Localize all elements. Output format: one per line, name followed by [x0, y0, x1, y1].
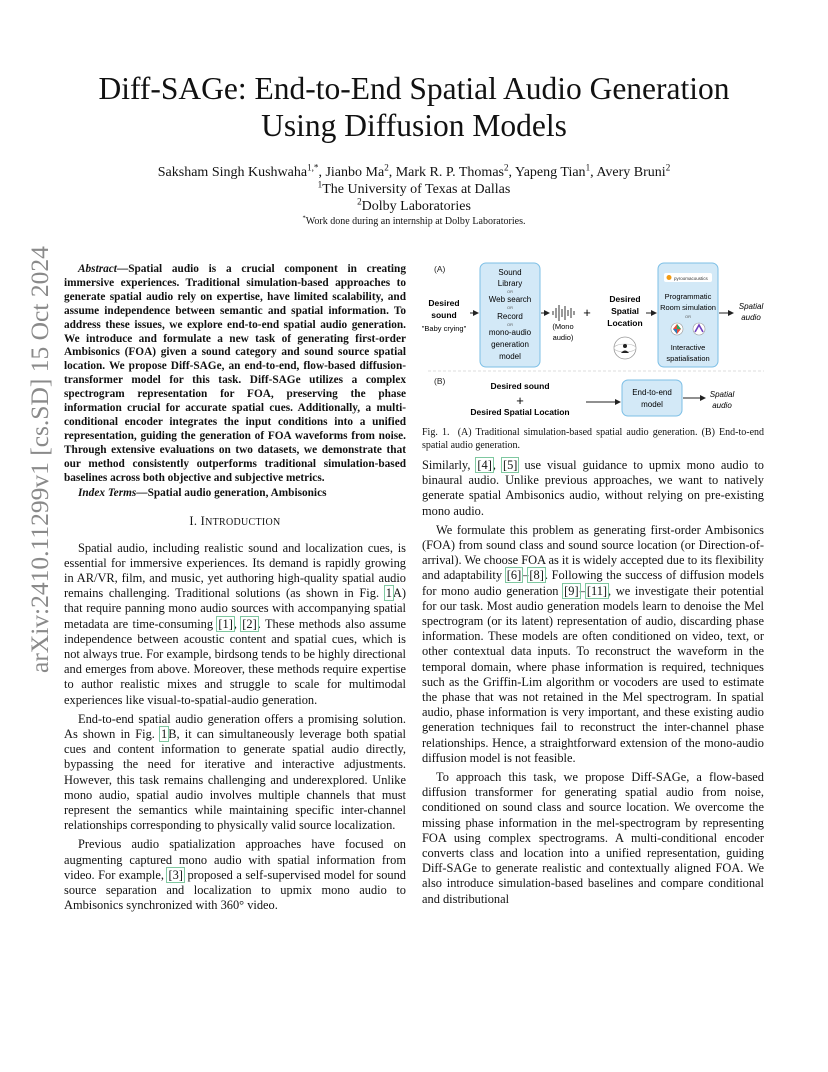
spatial-audio-output-2: audio — [741, 313, 761, 322]
model-box-line1: End-to-end — [632, 388, 672, 397]
pyroomacoustics-icon — [667, 275, 672, 280]
box1-line2: Library — [497, 279, 523, 288]
author-2: , Jianbo Ma — [318, 165, 385, 180]
paper-title — [60, 70, 768, 144]
author-3: , Mark R. P. Thomas — [388, 165, 504, 180]
figure-caption — [422, 427, 764, 452]
author-5-sup: 2 — [665, 162, 671, 173]
panel-b-label: (B) — [434, 376, 446, 386]
left-column — [64, 263, 406, 917]
author-1-sup: 1,* — [307, 162, 319, 173]
or-label-2: OR — [507, 305, 513, 310]
citation-link[interactable]: [4] — [477, 458, 492, 472]
box1-line4: Record — [497, 312, 523, 321]
right-paragraph-2: We formulate this problem as generating first-order Ambisonics (FOA) from sound class and sound source location (or Direction-of-arrival). We choose FOA as it is widely accepted due to its flexibility and adaptability [6]–[8]. Following the success of diffusion models for mono audio generation [9]–[11], we investigate their potential for our task. Most audio generation models learn to denoise the Mel spectrogram (or its latent) representation of audio, discarding phase information. These models are often conditioned on video, text, or other contextual data inputs. To reconstruct the waveform in the temporal domain, where phase information is required, techniques such as the Griffin-Lim algorithm or vocoders are used to estimate the phase that was not retained in the Mel spectrogram. In spatial audio, phase information is very important, and these existing audio generation techniques fail to reconstruct the inter-channel phase relationships. Hence, a straightforward extension of the mono-audio diffusion model is not feasible. — [422, 522, 764, 765]
end-to-end-model-box — [622, 380, 682, 416]
box1-line6: generation — [491, 340, 529, 349]
right-paragraph-3: To approach this task, we propose Diff-SAGe, a flow-based diffusion transformer for generating spatial audio from noise, conditioned on sound class and source location. We overcome the missing phase information in the mel-spectrogram by representing FOA using complex spectrograms. A multi-conditional encoder converts class and location into a unified representation, guiding Diff-SAGe to generate realistic and contextually aligned FOA. We also introduce simulation-based baselines and compare conditional and distributional — [422, 770, 764, 906]
index-terms-text: —Spatial audio generation, Ambisonics — [136, 486, 327, 499]
title-line-1: Diff-SAGe: End-to-End Spatial Audio Generation — [98, 71, 730, 106]
arxiv-identifier: arXiv:2410.11299v1 [cs.SD] 15 Oct 2024 — [25, 246, 54, 673]
panel-b-output-2: audio — [712, 401, 732, 410]
panel-b-desired-location: Desired Spatial Location — [470, 407, 570, 417]
box2-line2: Room simulation — [660, 303, 716, 312]
affiliation-2 — [60, 198, 768, 216]
footnote-sup: * — [302, 214, 306, 222]
or-label-3: OR — [507, 322, 513, 327]
author-2-sup: 2 — [384, 162, 389, 173]
section-number: I. — [189, 514, 198, 529]
citation-link[interactable]: [3] — [168, 867, 183, 882]
title-line-2: Using Diffusion Models — [261, 108, 567, 143]
spatial-audio-output-1: Spatial — [738, 302, 764, 311]
abstract-text: —Spatial audio is a crucial component in creating immersive experiences. Traditional simulation-based approaches to generate spatial audio rely on expertise, have limited scalability, and assume independence between semantic and spatial information. To address these issues, we explore end-to-end spatial audio generation. We introduce and formulate a new task of generating first-order Ambisonics (FOA) given a sound category and sound source spatial location. We propose Diff-SAGe, an end-to-end, flow-based diffusion-transformer model for this task. Diff-SAGe utilizes a complex spectrogram representation for FOA, preserving the phase information crucial for accurate spatial cues. Additionally, a multi-conditional encoder integrates the input conditions into a unified representation, guiding the generation of FOA waveforms from noise. Through extensive evaluations on two datasets, we demonstrate that our method consistently outperforms traditional simulation-based baselines across both objective and subjective metrics. — [64, 263, 406, 484]
affiliation-1-text: The University of Texas at Dallas — [322, 182, 511, 197]
or-label-1: OR — [507, 289, 513, 294]
citation-link[interactable]: [6] — [506, 568, 522, 583]
panel-b-output-1: Spatial — [709, 390, 735, 399]
plus-sign-a: + — [583, 305, 591, 320]
box1-line3: Web search — [488, 295, 532, 304]
panel-b-desired-sound: Desired sound — [490, 381, 550, 391]
box2-line4: spatialisation — [666, 354, 710, 363]
model-box-line2: model — [641, 400, 663, 409]
section-title-rest: NTRODUCTION — [205, 517, 281, 529]
affiliation-2-text: Dolby Laboratories — [361, 199, 471, 214]
author-list — [60, 164, 768, 182]
baby-crying-example: "Baby crying" — [421, 324, 467, 333]
spatial-location-label-3: Location — [607, 318, 643, 328]
caption-label: Fig. 1. — [422, 427, 450, 438]
citation-link[interactable]: [5] — [502, 458, 518, 472]
box1-line7: model — [499, 352, 521, 361]
affiliation-1-sup: 1 — [317, 179, 323, 190]
box2-line1: Programmatic — [664, 292, 712, 301]
desired-sound-label-2: sound — [431, 310, 457, 320]
desired-sound-label-1: Desired — [428, 298, 460, 308]
plus-sign-b: + — [516, 393, 524, 408]
figure-1 — [420, 258, 772, 426]
right-paragraph-1: Similarly, [4], [5] use visual guidance to upmix mono audio to binaural audio. Unlike previous approaches, we want to natively generate spatial Ambisonics audio, without relying on pre-existing mono audio. — [422, 458, 764, 518]
box1-line5: mono-audio — [488, 328, 532, 337]
waveform-icon — [553, 305, 574, 321]
citation-link[interactable]: [2] — [242, 616, 257, 631]
mono-audio-label-2: audio) — [552, 333, 574, 342]
footnote-text: Work done during an internship at Dolby Laboratories. — [305, 216, 526, 227]
abstract — [64, 263, 406, 486]
citation-link[interactable]: [1] — [218, 616, 233, 631]
spatial-plugin-icon — [693, 323, 705, 335]
intro-paragraph-1: Spatial audio, including realistic sound and localization cues, is essential for immersive experiences. Its demand is rapidly growing in AR/VR, film, and music, yet authoring high-quality spatial audio remains challenging. Traditional solutions (as shown in Fig. 1A) that require panning mono audio sources with accompanying spatial metadata are time-consuming [1], [2]. These methods also assume independence between acoustic content and spatial cues, which is not always true. For example, birdsong tends to be highly directional and emerges from above. Moreover, these methods require expertise to author realistic mixes and struggle to scale for multimodal experiences like visual-to-spatial-audio generation. — [64, 540, 406, 707]
section-heading-introduction — [64, 514, 406, 530]
intro-paragraph-2: End-to-end spatial audio generation offers a promising solution. As shown in Fig. 1B, it can simultaneously leverage both spatial cues and content information to generate spatial audio directly, bypassing the need for iterative and interactive adjustments. However, this task remains challenging and underexplored. Unlike mono audio, spatial audio involves multiple channels that must represent the semantics while maintaining specific inter-channel relationships corresponding to physically valid source localization. — [64, 711, 406, 833]
caption-text: (A) Traditional simulation-based spatial audio generation. (B) End-to-end spatial audio generation. — [422, 427, 765, 451]
author-1: Saksham Singh Kushwaha — [157, 165, 308, 180]
citation-link[interactable]: [8] — [529, 568, 544, 583]
spatial-location-label-1: Desired — [609, 294, 641, 304]
affiliation-2-sup: 2 — [357, 196, 362, 207]
index-terms — [64, 487, 406, 501]
author-4-sup: 1 — [585, 162, 591, 173]
or-label-4: OR — [685, 314, 691, 319]
affiliation-1 — [60, 181, 768, 199]
right-column — [422, 458, 764, 911]
panel-a-label: (A) — [434, 264, 446, 274]
unity-icon — [671, 323, 683, 335]
section-title-first: I — [200, 514, 206, 529]
author-3-sup: 2 — [503, 162, 509, 173]
abstract-label: Abstract — [78, 263, 117, 275]
box2-line3: Interactive — [670, 343, 706, 352]
index-terms-label: Index Terms — [78, 486, 137, 499]
mono-audio-label-1: (Mono — [552, 322, 574, 331]
sphere-location-icon — [614, 337, 636, 359]
pyroomacoustics-brand: pyroomacoustics — [674, 276, 708, 281]
citation-link[interactable]: [9] — [564, 583, 579, 598]
author-4: , Yapeng Tian — [508, 165, 586, 180]
box1-line1: Sound — [498, 268, 522, 277]
footnote-internship — [60, 215, 768, 228]
figure-ref-link[interactable]: 1 — [385, 586, 392, 601]
citation-link[interactable]: [11] — [586, 583, 608, 598]
figure-ref-link[interactable]: 1 — [161, 727, 168, 742]
spatial-location-label-2: Spatial — [611, 306, 639, 316]
author-5: , Avery Bruni — [590, 165, 666, 180]
intro-paragraph-3: Previous audio spatialization approaches have focused on augmenting captured mono audio with spatial information from video. For example, [3] proposed a self-supervised model for sound source separation and localization to upmix mono audio to Ambisonics synchronized with 360° video. — [64, 837, 406, 913]
